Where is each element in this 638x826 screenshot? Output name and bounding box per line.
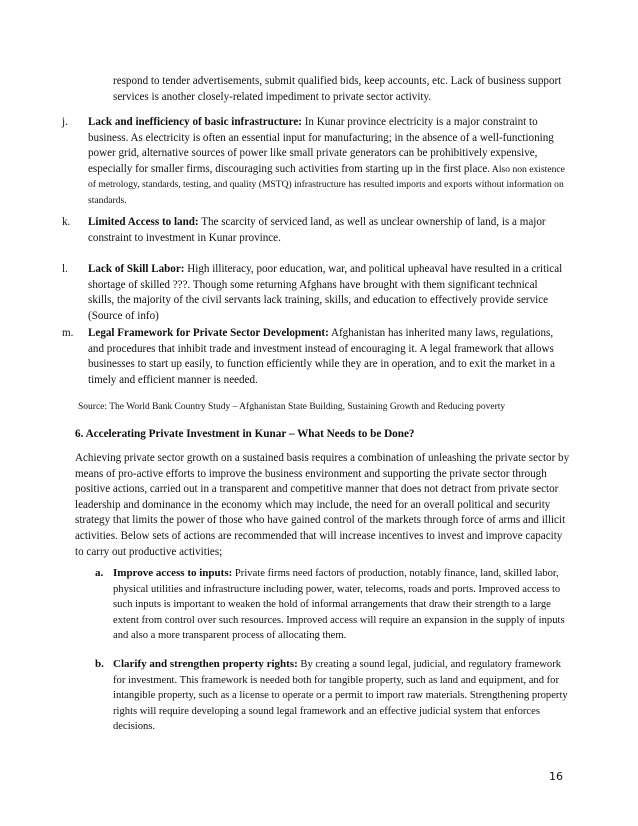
action-item-title: Clarify and strengthen property rights:: [113, 658, 298, 670]
list-item-text: High illiteracy, poor education, war, and political upheaval have resulted in a critical shortage of skilled ???. Though some returning Afghans have brought with them significant technical skills, the majority of the civil servants lack training, skills, and education to effectively provide service (Source of info): [88, 263, 563, 322]
list-marker: l.: [62, 263, 68, 275]
list-marker: j.: [62, 116, 68, 128]
list-marker: b.: [95, 658, 104, 670]
list-item-k: [62, 215, 566, 246]
list-item-title: Lack of Skill Labor:: [88, 263, 185, 275]
action-item-text: Private firms need factors of production, notably finance, land, skilled labor, physical utilities and infrastructure including power, water, telecoms, roads and ports. Improved access to such inputs is important to weaken the hold of informal arrangements that draw their strength to a large extent from control over such resources. Improved access will require an expansion in the supply of inputs and also a more transparent process of allocating them.: [113, 568, 565, 642]
action-item-text: By creating a sound legal, judicial, and regulatory framework for investment. This framework is needed both for tangible property, such as land and equipment, and for intangible property, such as a license to operate or a permit to import raw materials. Strengthening property rights will require developing a sound legal framework and an effective judicial system that enforces decisions.: [113, 659, 568, 733]
source-citation: Source: The World Bank Country Study – Afghanistan State Building, Sustaining Growth and Reducing poverty: [78, 402, 506, 412]
list-item-text: In Kunar province electricity is a major constraint to business. As electricity is often an essential input for manufacturing; in the absence of a well-functioning power grid, alternative sources of power like small private generators can be prohibitively expensive, especially for smaller firms, discouraging such activities from starting up in the first place.: [88, 116, 554, 175]
list-item-text: The scarcity of serviced land, as well as unclear ownership of land, is a major constraint to investment in Kunar province.: [88, 216, 546, 244]
list-item-small-text: Also non existence of metrology, standards, testing, and quality (MSTQ) infrastructure has resulted imports and exports without information on standards.: [88, 163, 565, 206]
action-item-b: [95, 657, 568, 735]
list-item-l: [62, 262, 566, 324]
list-marker: m.: [62, 327, 74, 339]
list-marker: k.: [62, 216, 71, 228]
continuation-paragraph: respond to tender advertisements, submit qualified bids, keep accounts, etc. Lack of business support services is another closely-related impediment to private sector activity.: [113, 75, 562, 103]
list-item-text: Afghanistan has inherited many laws, regulations, and procedures that inhibit trade and investment instead of encouraging it. A legal framework that allows businesses to start up easily, to function efficiently while they are in operation, and to exit the market in a timely and efficient manner is needed.: [88, 327, 556, 386]
list-item-title: Lack and inefficiency of basic infrastructure:: [88, 116, 302, 128]
page-number: 16: [549, 770, 563, 783]
intro-paragraph: Achieving private sector growth on a sustained basis requires a combination of unleashing the private sector by means of pro-active efforts to improve the business environment and supporting the private sector through positive actions, carried out in a transparent and competitive manner that does not detract from private sector leadership and dominance in the economy which may include, the need for an overall political and security strategy that limits the power of those who have gained control of the markets through force of arms and illicit activities. Below sets of actions are recommended that will increase incentives to invest and improve capacity to carry out productive activities;: [75, 452, 570, 558]
list-item-title: Limited Access to land:: [88, 216, 199, 228]
action-item-a: [95, 566, 568, 644]
list-item-j: [62, 115, 566, 209]
action-item-title: Improve access to inputs:: [113, 567, 233, 579]
list-item-m: [62, 326, 566, 388]
list-marker: a.: [95, 567, 104, 579]
section-heading: 6. Accelerating Private Investment in Kunar – What Needs to be Done?: [75, 428, 415, 440]
list-item-title: Legal Framework for Private Sector Development:: [88, 327, 329, 339]
